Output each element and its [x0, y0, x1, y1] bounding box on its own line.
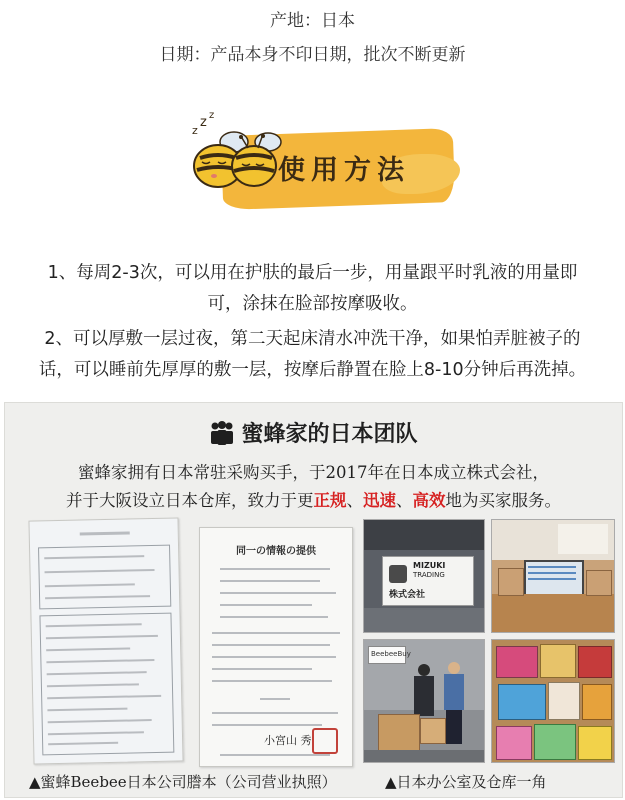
svg-text:z: z [200, 115, 207, 130]
date-text: 日期：产品本身不印日期，批次不断更新 [159, 45, 466, 65]
caption-office-warehouse: ▲日本办公室及仓库一角 [385, 773, 547, 791]
certificate-signature: 小宮山 秀 [264, 734, 312, 747]
team-title [5, 417, 622, 448]
caption-company-registry: ▲蜜蜂Beebee日本公司謄本（公司营业执照） [29, 773, 337, 791]
warehouse-sign: BeebeeBuy [368, 646, 406, 664]
certificate-stamp [312, 728, 338, 754]
info-certificate-document [199, 527, 353, 767]
certificate-title: 同一の情報の提供 [236, 546, 316, 557]
usage-step-1-line-1: 1、每周2-3次，可以用在护肤的最后一步，用量跟平时乳液的用量即 [47, 263, 578, 283]
team-desc-post: 地为买家服务。 [445, 491, 561, 510]
svg-text:z: z [192, 124, 198, 137]
office-sign: MIZUKI TRADING 株式会社 [382, 556, 474, 606]
warehouse-laptop-photo [491, 519, 615, 633]
origin-text: 产地：日本 [270, 11, 355, 31]
usage-step-2-line-1: 2、可以厚敷一层过夜，第二天起床清水冲洗干净，如果怕弄脏被子的 [44, 329, 581, 349]
usage-step-2-line-2: 话，可以睡前先厚厚的敷一层，按摩后静置在脸上8-10分钟后再洗掉。 [38, 360, 587, 380]
staff-packing-photo [363, 639, 485, 763]
team-title-text: 蜜蜂家的日本团队 [241, 421, 418, 447]
team-desc-sep-2: 、 [396, 491, 413, 510]
highlight-efficient: 高效 [412, 491, 446, 510]
svg-text:z: z [209, 110, 215, 121]
company-registry-document [28, 517, 183, 764]
team-people-icon [209, 421, 235, 445]
usage-banner [170, 108, 470, 218]
team-desc-line-2 [5, 487, 622, 511]
team-desc-line-1: 蜜蜂家拥有日本常驻采购买手，于2017年在日本成立株式会社， [78, 463, 549, 482]
usage-step-1 [10, 258, 615, 320]
office-door-photo [363, 519, 485, 633]
team-card [4, 402, 623, 798]
highlight-fast: 迅速 [363, 491, 396, 510]
team-desc-pre: 并于大阪设立日本仓库，致力于更 [66, 491, 314, 510]
team-desc-sep-1: 、 [346, 491, 363, 510]
stocked-products-photo [491, 639, 615, 763]
highlight-formal: 正规 [313, 491, 347, 510]
usage-title: 使用方法 [278, 155, 410, 186]
usage-step-1-line-2: 可，涂抹在脸部按摩吸收。 [207, 294, 418, 314]
usage-step-2 [10, 324, 615, 386]
